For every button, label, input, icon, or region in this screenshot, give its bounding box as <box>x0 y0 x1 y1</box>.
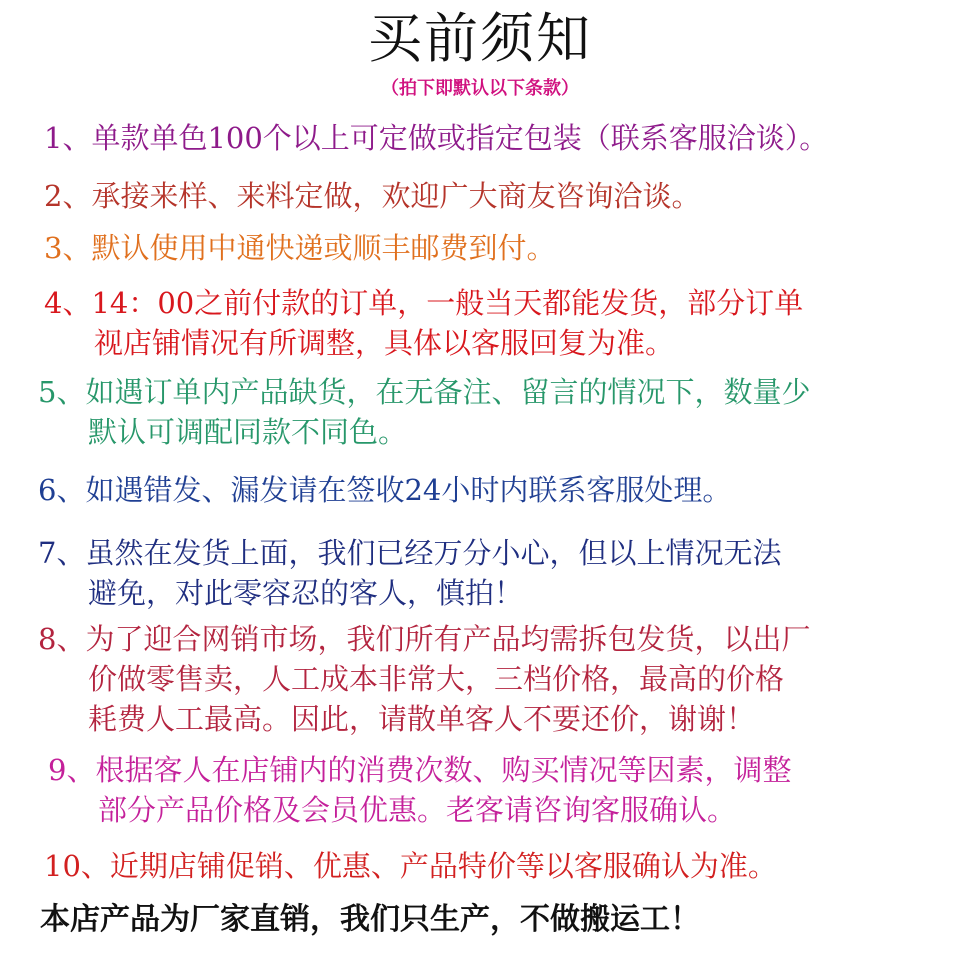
rule-7 <box>38 533 781 613</box>
rule-1 <box>44 118 828 158</box>
rule-7-line-1: 7、虽然在发货上面，我们已经万分小心，但以上情况无法 <box>38 536 782 570</box>
rule-9-line-1: 9、根据客人在店铺内的消费次数、购买情况等因素，调整 <box>48 753 792 787</box>
footer-slogan: 本店产品为厂家直销，我们只生产，不做搬运工！ <box>40 902 700 937</box>
rule-8-line-1: 8、为了迎合网销市场，我们所有产品均需拆包发货，以出厂 <box>38 622 811 656</box>
rule-8-line-3: 耗费人工最高。因此，请散单客人不要还价，谢谢！ <box>88 702 756 736</box>
rule-4 <box>44 283 803 363</box>
rule-5-line-2: 默认可调配同款不同色。 <box>88 415 408 449</box>
rule-4-line-1: 4、14：00之前付款的订单，一般当天都能发货，部分订单 <box>44 286 804 320</box>
rule-8-line-2: 价做零售卖，人工成本非常大，三档价格，最高的价格 <box>88 662 785 696</box>
rule-10-line-1: 10、近期店铺促销、优惠、产品特价等以客服确认为准。 <box>44 849 777 883</box>
rule-3 <box>44 228 555 268</box>
rule-7-line-2: 避免，对此零容忍的客人，慎拍！ <box>88 576 524 610</box>
rule-2 <box>44 176 700 216</box>
rule-9-line-2: 部分产品价格及会员优惠。老客请咨询客服确认。 <box>98 793 737 827</box>
rule-2-line-1: 2、承接来样、来料定做，欢迎广大商友咨询洽谈。 <box>44 179 701 213</box>
rule-6 <box>38 470 731 510</box>
rule-9 <box>48 750 791 830</box>
page-subtitle: （拍下即默认以下条款） <box>381 78 579 99</box>
rule-4-line-2: 视店铺情况有所调整，具体以客服回复为准。 <box>94 326 675 360</box>
rule-3-line-1: 3、默认使用中通快递或顺丰邮费到付。 <box>44 231 556 265</box>
page-title: 买前须知 <box>368 7 592 70</box>
rule-10 <box>44 846 777 886</box>
rule-5-line-1: 5、如遇订单内产品缺货，在无备注、留言的情况下，数量少 <box>38 375 811 409</box>
rule-1-line-1: 1、单款单色100个以上可定做或指定包装（联系客服洽谈）。 <box>44 121 829 155</box>
rule-6-line-1: 6、如遇错发、漏发请在签收24小时内联系客服处理。 <box>38 473 732 507</box>
rule-8 <box>38 619 810 739</box>
rule-5 <box>38 372 810 452</box>
